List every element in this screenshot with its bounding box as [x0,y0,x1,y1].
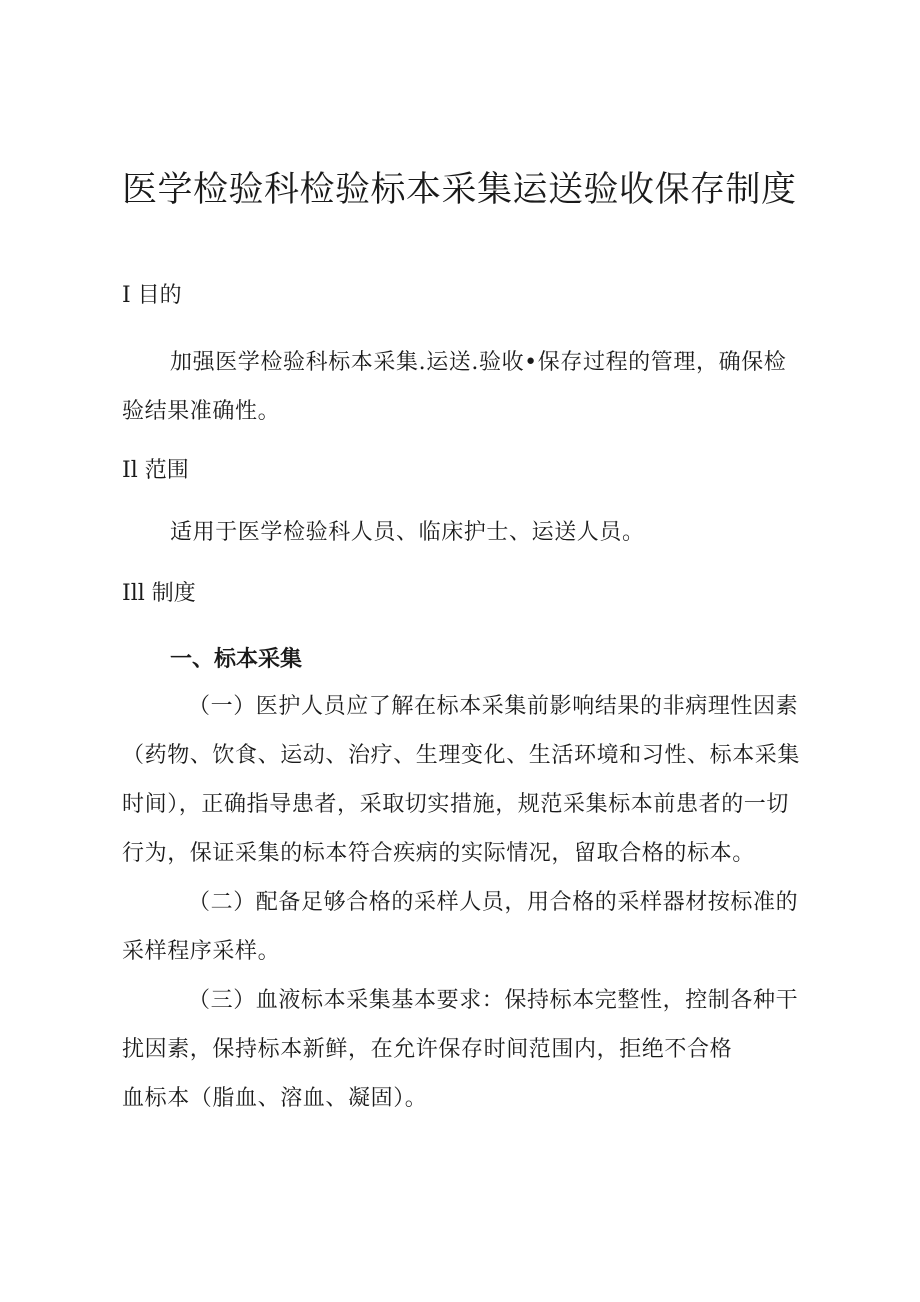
item3-line-1: （三）血液标本采集基本要求：保持标本完整性，控制各种干 [188,988,799,1013]
section-scope-heading: Il 范围 [122,458,189,483]
collection-heading: 一、标本采集 [170,647,303,672]
scope-line-1: 适用于医学检验科人员、临床护士、运送人员。 [170,520,645,545]
item3-line-3: 血标本（脂血、溶血、凝固）。 [122,1086,428,1111]
item2-line-1: （二）配备足够合格的采样人员，用合格的采样器材按标准的 [188,890,799,915]
collection-item-3 [122,976,812,1123]
section-system-heading: Ill 制度 [122,581,196,606]
section-purpose-heading: I 目的 [122,283,182,308]
item1-line-2: （药物、饮食、运动、治疗、生理变化、生活环境和习性、标本采集 [122,743,801,768]
purpose-paragraph [122,338,812,436]
purpose-line-2: 验结果准确性。 [122,399,281,424]
item1-line-4: 行为，保证采集的标本符合疾病的实际情况，留取合格的标本。 [122,841,755,866]
item3-line-2: 扰因素，保持标本新鲜，在允许保存时间范围内，拒绝不合格 [122,1037,733,1062]
collection-item-2 [122,878,812,976]
item1-line-3: 时间），正确指导患者，采取切实措施，规范采集标本前患者的一切 [122,792,790,817]
collection-item-1 [122,682,812,878]
purpose-line-1: 加强医学检验科标本采集.运送.验收•保存过程的管理，确保检 [170,350,787,375]
document-title: 医学检验科检验标本采集运送验收保存制度 [122,170,797,210]
item2-line-2: 采样程序采样。 [122,939,281,964]
scope-paragraph [122,508,812,557]
item1-line-1: （一）医护人员应了解在标本采集前影响结果的非病理性因素 [188,694,799,719]
